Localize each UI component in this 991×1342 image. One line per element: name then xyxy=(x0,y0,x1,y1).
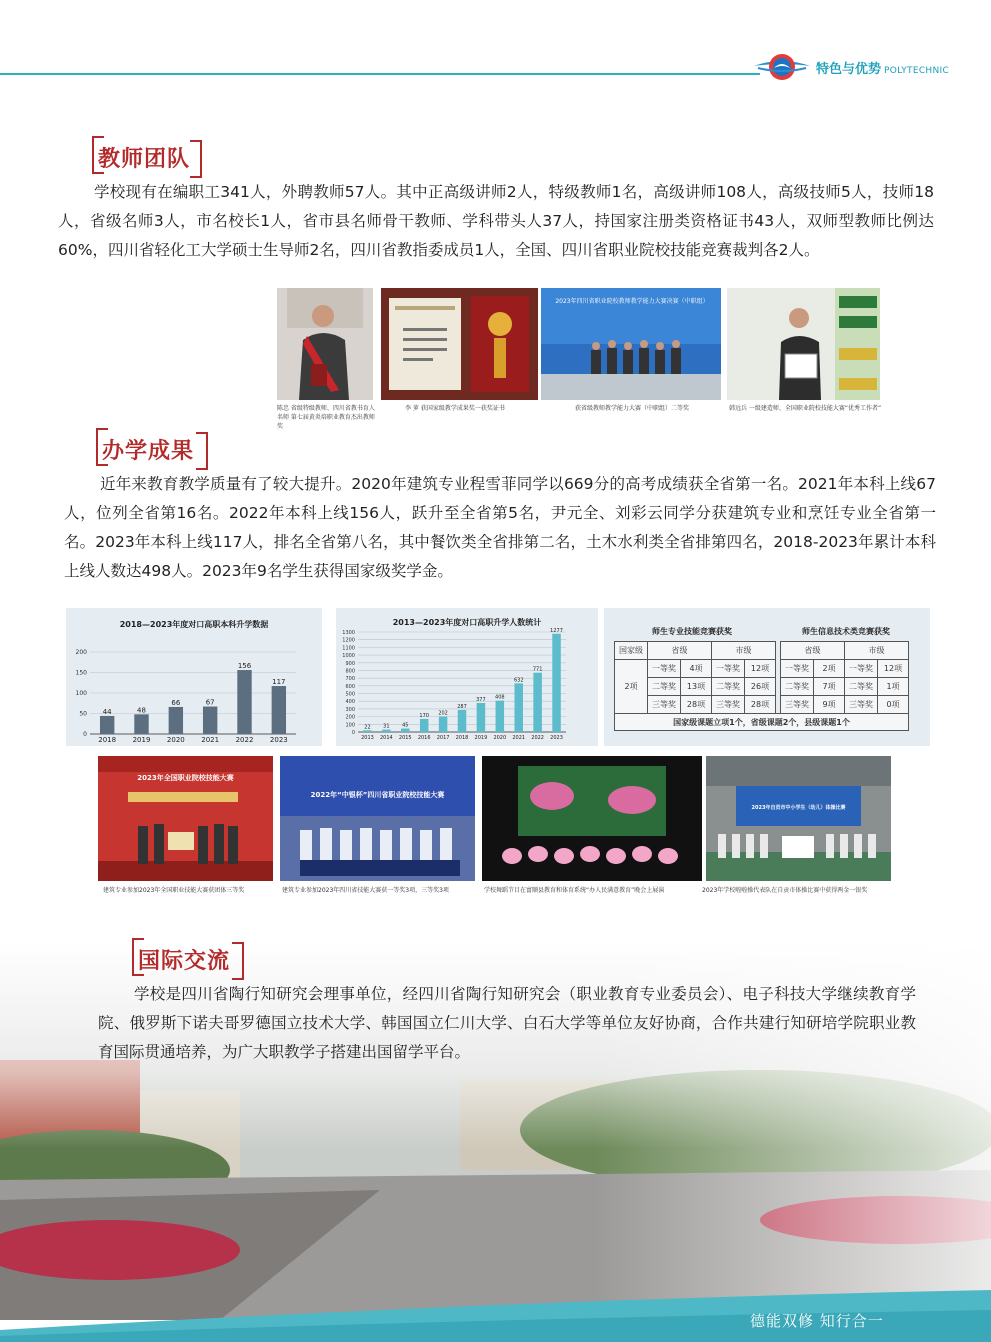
table-cell: 9项 xyxy=(814,696,845,714)
bar-2016 xyxy=(420,719,429,732)
table-cell: 28项 xyxy=(681,696,712,714)
y-tick-label: 100 xyxy=(345,722,355,729)
awards-table-footer: 国家级课题立项1个，省级课题2个，县级课题1个 xyxy=(615,714,909,731)
data-label: 170 xyxy=(419,712,429,719)
y-tick-label: 1300 xyxy=(342,630,355,636)
y-tick-label: 50 xyxy=(79,710,87,718)
section-title-teachers-text: 教师团队 xyxy=(98,147,191,172)
teacher-photo-3-banner: 2023年四川省职业院校教师教学能力大赛决赛（中职组） xyxy=(555,298,709,305)
data-label: 156 xyxy=(237,662,252,671)
bar-chart-2013-2023 xyxy=(336,608,598,746)
x-tick-label: 2021 xyxy=(512,735,526,741)
intl-paragraph: 学校是四川省陶行知研究会理事单位，经四川省陶行知研究会（职业教育专业委员会）、电子科技大学继续教育学院、俄罗斯下诺夫哥罗德国立技术大学、韩国国立仁川大学、白石大学等单位友好协商，合作共建行知研培学院职业教育国际贯通培养，为广大职教学子搭建出国留学平台。 xyxy=(98,985,916,1061)
bar-2017 xyxy=(439,716,448,732)
y-tick-label: 1000 xyxy=(342,653,355,660)
section-title-intl xyxy=(132,938,244,978)
bar-2014 xyxy=(382,730,391,732)
teacher-caption-4: 韩远兵 一级建造师、全国职业院校技能大赛“优秀工作者” xyxy=(729,405,882,412)
header-title-en: POLYTECHNIC xyxy=(884,66,950,76)
data-label: 1277 xyxy=(550,627,563,634)
y-tick-label: 200 xyxy=(345,714,355,721)
data-label: 632 xyxy=(513,677,524,684)
th-national: 国家级 xyxy=(615,642,648,660)
data-label: 22 xyxy=(364,724,371,731)
section-title-teachers xyxy=(92,136,202,176)
data-label: 44 xyxy=(102,707,112,716)
header-rule xyxy=(0,73,760,75)
y-tick-label: 0 xyxy=(351,730,355,736)
chart-panel-1 xyxy=(66,608,322,746)
bar-2023 xyxy=(272,686,286,734)
table-cell: 28项 xyxy=(745,696,776,714)
data-label: 771 xyxy=(532,666,543,673)
results-photo-4-banner: 2023年自贡市中小学生（幼儿）体操比赛 xyxy=(751,805,846,811)
table-cell: 0项 xyxy=(878,696,909,714)
results-photo-1-banner: 2023年全国职业院校技能大赛 xyxy=(137,774,234,782)
table-cell: 一等奖 xyxy=(781,660,814,678)
bar-2020 xyxy=(169,707,183,734)
x-tick-label: 2018 xyxy=(98,736,117,744)
teacher-caption-1: 陈忠 省级特级教师、四川省教书育人名师 第七届黄炎培职业教育杰出教师奖 xyxy=(277,405,375,430)
data-label: 287 xyxy=(457,703,467,710)
bar-2019 xyxy=(477,703,486,732)
bar-2018 xyxy=(458,710,467,732)
y-tick-label: 700 xyxy=(345,676,355,683)
table-cell: 二等奖 xyxy=(845,678,878,696)
bar-2020 xyxy=(496,701,505,732)
results-photo-4 xyxy=(706,756,891,881)
x-tick-label: 2020 xyxy=(493,735,507,741)
teacher-caption-2: 李 萝 获国家级教学成果奖一获奖证书 xyxy=(405,405,505,412)
y-tick-label: 900 xyxy=(345,660,355,667)
teacher-photo-2 xyxy=(381,288,538,400)
bar-2022 xyxy=(237,670,251,734)
table-cell: 13项 xyxy=(681,678,712,696)
results-paragraph: 近年来教育教学质量有了较大提升。2020年建筑专业程雪菲同学以669分的高考成绩获全省第一名。2021年本科上线67人，位列全省第16名。2022年本科上线156人，跃升至全省第5名，尹元全、刘彩云同学分获建筑专业和烹饪专业全省第一名。2023年本科上线117人，排名全省第八名，其中餐饮类全省排第二名，土木水利类全省排第四名，2018-2023年累计本科上线人数达498人。2023年9名学生获得国家级奖学金。 xyxy=(64,475,936,580)
th-province-2: 省级 xyxy=(781,642,845,660)
section-title-results-text: 办学成果 xyxy=(102,439,195,464)
results-caption-3: 学校舞蹈节目在富顺县教育和体育系统“办人民满意教育”晚会上展演 xyxy=(484,887,665,894)
chart-2-title: 2013—2023年度对口高职升学人数统计 xyxy=(392,618,542,627)
awards-title-skills: 师生专业技能竞赛获奖 xyxy=(652,627,732,636)
bar-2019 xyxy=(134,714,148,734)
table-cell: 三等奖 xyxy=(781,696,814,714)
td-national: 2项 xyxy=(615,660,648,714)
x-tick-label: 2013 xyxy=(361,735,374,741)
y-tick-label: 100 xyxy=(75,690,87,697)
x-tick-label: 2019 xyxy=(474,735,488,741)
y-tick-label: 1100 xyxy=(342,645,355,652)
th-city-1: 市级 xyxy=(712,642,776,660)
awards-title-it: 师生信息技术类竞赛获奖 xyxy=(802,627,890,636)
bar-2015 xyxy=(401,729,410,732)
bar-2023 xyxy=(552,634,561,732)
x-tick-label: 2016 xyxy=(417,735,431,741)
bar-2018 xyxy=(100,716,114,734)
results-caption-1: 建筑专业参加2023年全国职业技能大赛获团体三等奖 xyxy=(103,887,245,894)
table-cell: 7项 xyxy=(814,678,845,696)
data-label: 67 xyxy=(205,698,215,707)
data-label: 377 xyxy=(476,697,486,703)
awards-table xyxy=(614,641,909,731)
teachers-paragraph: 学校现有在编职工341人，外聘教师57人。其中正高级讲师2人，特级教师1名，高级讲师108人，高级技师5人，技师18人，省级名师3人，市名校长1人，省市县名师骨干教师、学科带头人37人，持国家注册类资格证书43人，双师型教师比例达60%，四川省轻化工大学硕士生导师2名，四川省教指委成员1人，全国、四川省职业院校技能竞赛裁判各2人。 xyxy=(58,183,934,259)
x-tick-label: 2020 xyxy=(166,736,185,744)
table-cell: 三等奖 xyxy=(648,696,681,714)
table-cell: 26项 xyxy=(745,678,776,696)
table-cell: 1项 xyxy=(878,678,909,696)
y-tick-label: 600 xyxy=(345,683,355,690)
x-tick-label: 2015 xyxy=(398,735,412,741)
chart-1-title: 2018—2023年度对口高职本科升学数据 xyxy=(119,620,269,629)
x-tick-label: 2019 xyxy=(132,736,151,744)
results-caption-2: 建筑专业参加2023年四川省技能大赛获一等奖3项，三等奖3项 xyxy=(282,887,449,894)
data-label: 31 xyxy=(383,723,390,730)
bar-2013 xyxy=(363,730,372,732)
data-label: 117 xyxy=(272,678,286,687)
x-tick-label: 2023 xyxy=(550,735,563,741)
table-cell: 一等奖 xyxy=(845,660,878,678)
data-label: 202 xyxy=(438,710,448,717)
y-tick-label: 150 xyxy=(75,669,87,677)
data-label: 48 xyxy=(137,706,146,715)
th-province-1: 省级 xyxy=(648,642,712,660)
school-logo-icon xyxy=(752,52,812,82)
x-tick-label: 2021 xyxy=(201,736,220,744)
header-title xyxy=(816,58,949,77)
table-cell: 二等奖 xyxy=(712,678,745,696)
teacher-photo-1 xyxy=(277,288,373,400)
teacher-photo-4 xyxy=(727,288,880,400)
table-cell: 一等奖 xyxy=(648,660,681,678)
bar-2021 xyxy=(203,707,217,734)
table-cell: 三等奖 xyxy=(712,696,745,714)
bar-2022 xyxy=(533,673,542,732)
y-tick-label: 1200 xyxy=(342,637,355,644)
y-tick-label: 0 xyxy=(83,731,87,738)
table-cell: 4项 xyxy=(681,660,712,678)
x-tick-label: 2023 xyxy=(269,736,288,744)
y-tick-label: 800 xyxy=(345,668,355,675)
table-cell: 三等奖 xyxy=(845,696,878,714)
results-photo-3 xyxy=(482,756,702,881)
table-cell: 二等奖 xyxy=(781,678,814,696)
header-title-cn: 特色与优势 xyxy=(816,62,882,77)
bar-2021 xyxy=(514,683,523,732)
section-title-results xyxy=(96,428,208,468)
x-tick-label: 2018 xyxy=(455,735,469,741)
results-photo-2 xyxy=(280,756,475,881)
y-tick-label: 400 xyxy=(345,699,355,706)
table-cell: 一等奖 xyxy=(712,660,745,678)
teacher-caption-3: 获省级教师教学能力大赛（中职组）二等奖 xyxy=(575,405,690,412)
data-label: 408 xyxy=(495,694,505,701)
bar-chart-2018-2023 xyxy=(66,608,322,746)
school-motto: 德能双修 知行合一 xyxy=(750,1312,884,1330)
y-tick-label: 500 xyxy=(345,691,355,698)
th-city-2: 市级 xyxy=(845,642,909,660)
x-tick-label: 2014 xyxy=(379,735,393,741)
x-tick-label: 2022 xyxy=(531,735,545,741)
x-tick-label: 2022 xyxy=(235,736,254,744)
table-cell: 二等奖 xyxy=(648,678,681,696)
data-label: 45 xyxy=(402,722,409,729)
table-cell: 12项 xyxy=(745,660,776,678)
chart-panel-2 xyxy=(336,608,598,746)
table-cell: 12项 xyxy=(878,660,909,678)
results-photo-2-banner: 2022年“中银杯”四川省职业院校技能大赛 xyxy=(310,791,445,799)
y-tick-label: 300 xyxy=(345,706,355,713)
section-title-intl-text: 国际交流 xyxy=(138,949,231,974)
data-label: 66 xyxy=(171,698,181,707)
table-cell: 2项 xyxy=(814,660,845,678)
x-tick-label: 2017 xyxy=(436,735,450,741)
results-caption-4: 2023年学校啦啦操代表队在自贡市体操比赛中获得两金一银奖 xyxy=(702,887,868,894)
y-tick-label: 200 xyxy=(75,649,87,656)
